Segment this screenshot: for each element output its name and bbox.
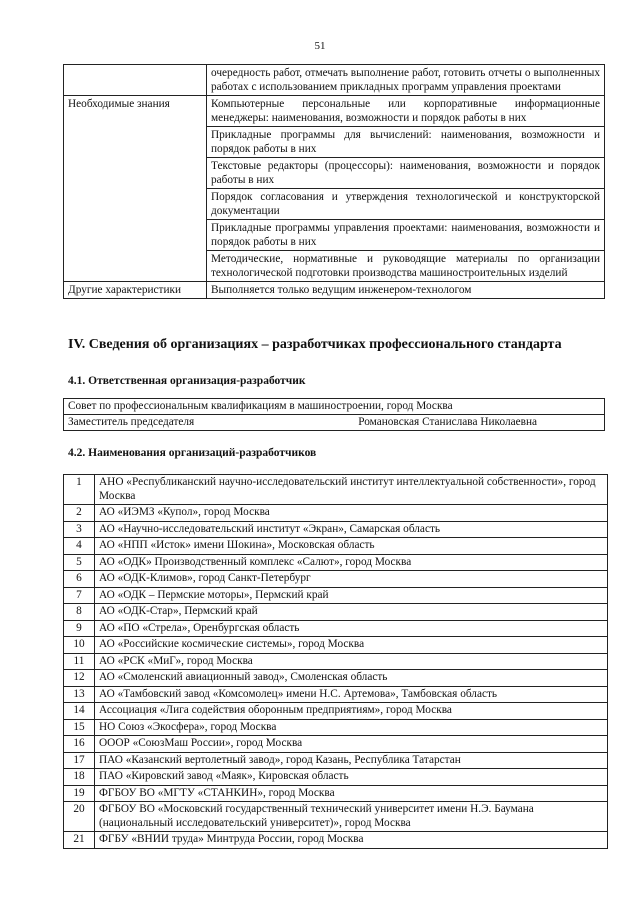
org-name: АО «Научно-исследовательский институт «Экран», Самарская область [95, 521, 608, 538]
row-value: Компьютерные персональные или корпоративные информационные менеджеры: наименования, возможности и порядок работы в них [207, 96, 605, 127]
responsible-person-row [64, 415, 605, 431]
table-row [64, 399, 605, 415]
org-number: 19 [64, 785, 95, 802]
org-number: 3 [64, 521, 95, 538]
row-value: Прикладные программы управления проектами: наименования, возможности и порядок работы в них [207, 220, 605, 251]
table-row [64, 96, 605, 127]
org-number: 1 [64, 475, 95, 505]
responsible-table [63, 398, 605, 431]
org-number: 17 [64, 752, 95, 769]
org-name: АО «ПО «Стрела», Оренбургская область [95, 620, 608, 637]
org-name: АО «Российские космические системы», город Москва [95, 637, 608, 654]
org-number: 10 [64, 637, 95, 654]
org-number: 18 [64, 769, 95, 786]
org-name: АНО «Республиканский научно-исследовательский институт интеллектуальной собственности», город Москва [95, 475, 608, 505]
responsible-organization: Совет по профессиональным квалификациям в машиностроении, город Москва [64, 399, 605, 415]
row-value: Методические, нормативные и руководящие материалы по организации технологической подготовки производства машиностроительных изделий [207, 251, 605, 282]
table-row [64, 620, 608, 637]
table-row [64, 65, 605, 96]
org-number: 15 [64, 719, 95, 736]
org-number: 8 [64, 604, 95, 621]
row-value: Текстовые редакторы (процессоры): наименования, возможности и порядок работы в них [207, 158, 605, 189]
table-row [64, 802, 608, 832]
org-number: 6 [64, 571, 95, 588]
table-row [64, 670, 608, 687]
org-name: АО «Тамбовский завод «Комсомолец» имени Н.С. Артемова», Тамбовская область [95, 686, 608, 703]
org-name: АО «РСК «МиГ», город Москва [95, 653, 608, 670]
org-name: АО «Смоленский авиационный завод», Смоленская область [95, 670, 608, 687]
table-row [64, 604, 608, 621]
row-value: очередность работ, отмечать выполнение работ, готовить отчеты о выполненных работах с использованием прикладных программ управления проектами [207, 65, 605, 96]
page-number: 51 [314, 40, 326, 52]
org-name: АО «ОДК-Климов», город Санкт-Петербург [95, 571, 608, 588]
row-value: Прикладные программы для вычислений: наименования, возможности и порядок работы в них [207, 127, 605, 158]
table-row [64, 686, 608, 703]
org-number: 16 [64, 736, 95, 753]
org-number: 11 [64, 653, 95, 670]
org-name: ОООР «СоюзМаш России», город Москва [95, 736, 608, 753]
table-row [64, 785, 608, 802]
org-number: 9 [64, 620, 95, 637]
org-number: 2 [64, 505, 95, 522]
table-row [64, 521, 608, 538]
developers-heading: 4.2. Наименования организаций-разработчиков [68, 447, 317, 459]
org-name: АО «ОДК-Стар», Пермский край [95, 604, 608, 621]
table-row [64, 719, 608, 736]
row-key: Другие характеристики [64, 282, 207, 299]
section-title: IV. Сведения об организациях – разработчиках профессионального стандарта [68, 337, 562, 352]
org-name: ПАО «Кировский завод «Маяк», Кировская область [95, 769, 608, 786]
table-row [64, 769, 608, 786]
org-name: АО «НПП «Исток» имени Шокина», Московская область [95, 538, 608, 555]
org-name: НО Союз «Экосфера», город Москва [95, 719, 608, 736]
row-key: Необходимые знания [64, 96, 207, 282]
org-number: 4 [64, 538, 95, 555]
org-number: 7 [64, 587, 95, 604]
table-row [64, 282, 605, 299]
org-name: ФГБОУ ВО «МГТУ «СТАНКИН», город Москва [95, 785, 608, 802]
org-number: 21 [64, 832, 95, 849]
table-row [64, 653, 608, 670]
table-row [64, 752, 608, 769]
responsible-heading: 4.1. Ответственная организация-разработчик [68, 375, 306, 387]
org-name: АО «ИЭМЗ «Купол», город Москва [95, 505, 608, 522]
table-row [64, 554, 608, 571]
responsible-person: Романовская Станислава Николаевна [358, 416, 537, 428]
org-number: 5 [64, 554, 95, 571]
org-name: ФГБОУ ВО «Московский государственный технический университет имени Н.Э. Баумана (национальный исследовательский университет)», город Москва [95, 802, 608, 832]
row-value: Выполняется только ведущим инженером-технологом [207, 282, 605, 299]
org-name: АО «ОДК – Пермские моторы», Пермский край [95, 587, 608, 604]
table-row [64, 587, 608, 604]
org-name: АО «ОДК» Производственный комплекс «Салют», город Москва [95, 554, 608, 571]
org-number: 20 [64, 802, 95, 832]
org-name: ПАО «Казанский вертолетный завод», город Казань, Республика Татарстан [95, 752, 608, 769]
developers-table [63, 474, 608, 849]
table-row [64, 538, 608, 555]
org-number: 12 [64, 670, 95, 687]
org-name: ФГБУ «ВНИИ труда» Минтруда России, город Москва [95, 832, 608, 849]
org-number: 13 [64, 686, 95, 703]
table-row [64, 703, 608, 720]
table-row [64, 832, 608, 849]
row-value: Порядок согласования и утверждения технологической и конструкторской документации [207, 189, 605, 220]
responsible-position: Заместитель председателя [68, 416, 195, 428]
table-row [64, 736, 608, 753]
row-key [64, 65, 207, 96]
competency-table [63, 64, 605, 299]
table-row [64, 637, 608, 654]
table-row [64, 475, 608, 505]
org-name: Ассоциация «Лига содействия оборонным предприятиям», город Москва [95, 703, 608, 720]
table-row [64, 571, 608, 588]
table-row [64, 415, 605, 431]
table-row [64, 505, 608, 522]
org-number: 14 [64, 703, 95, 720]
